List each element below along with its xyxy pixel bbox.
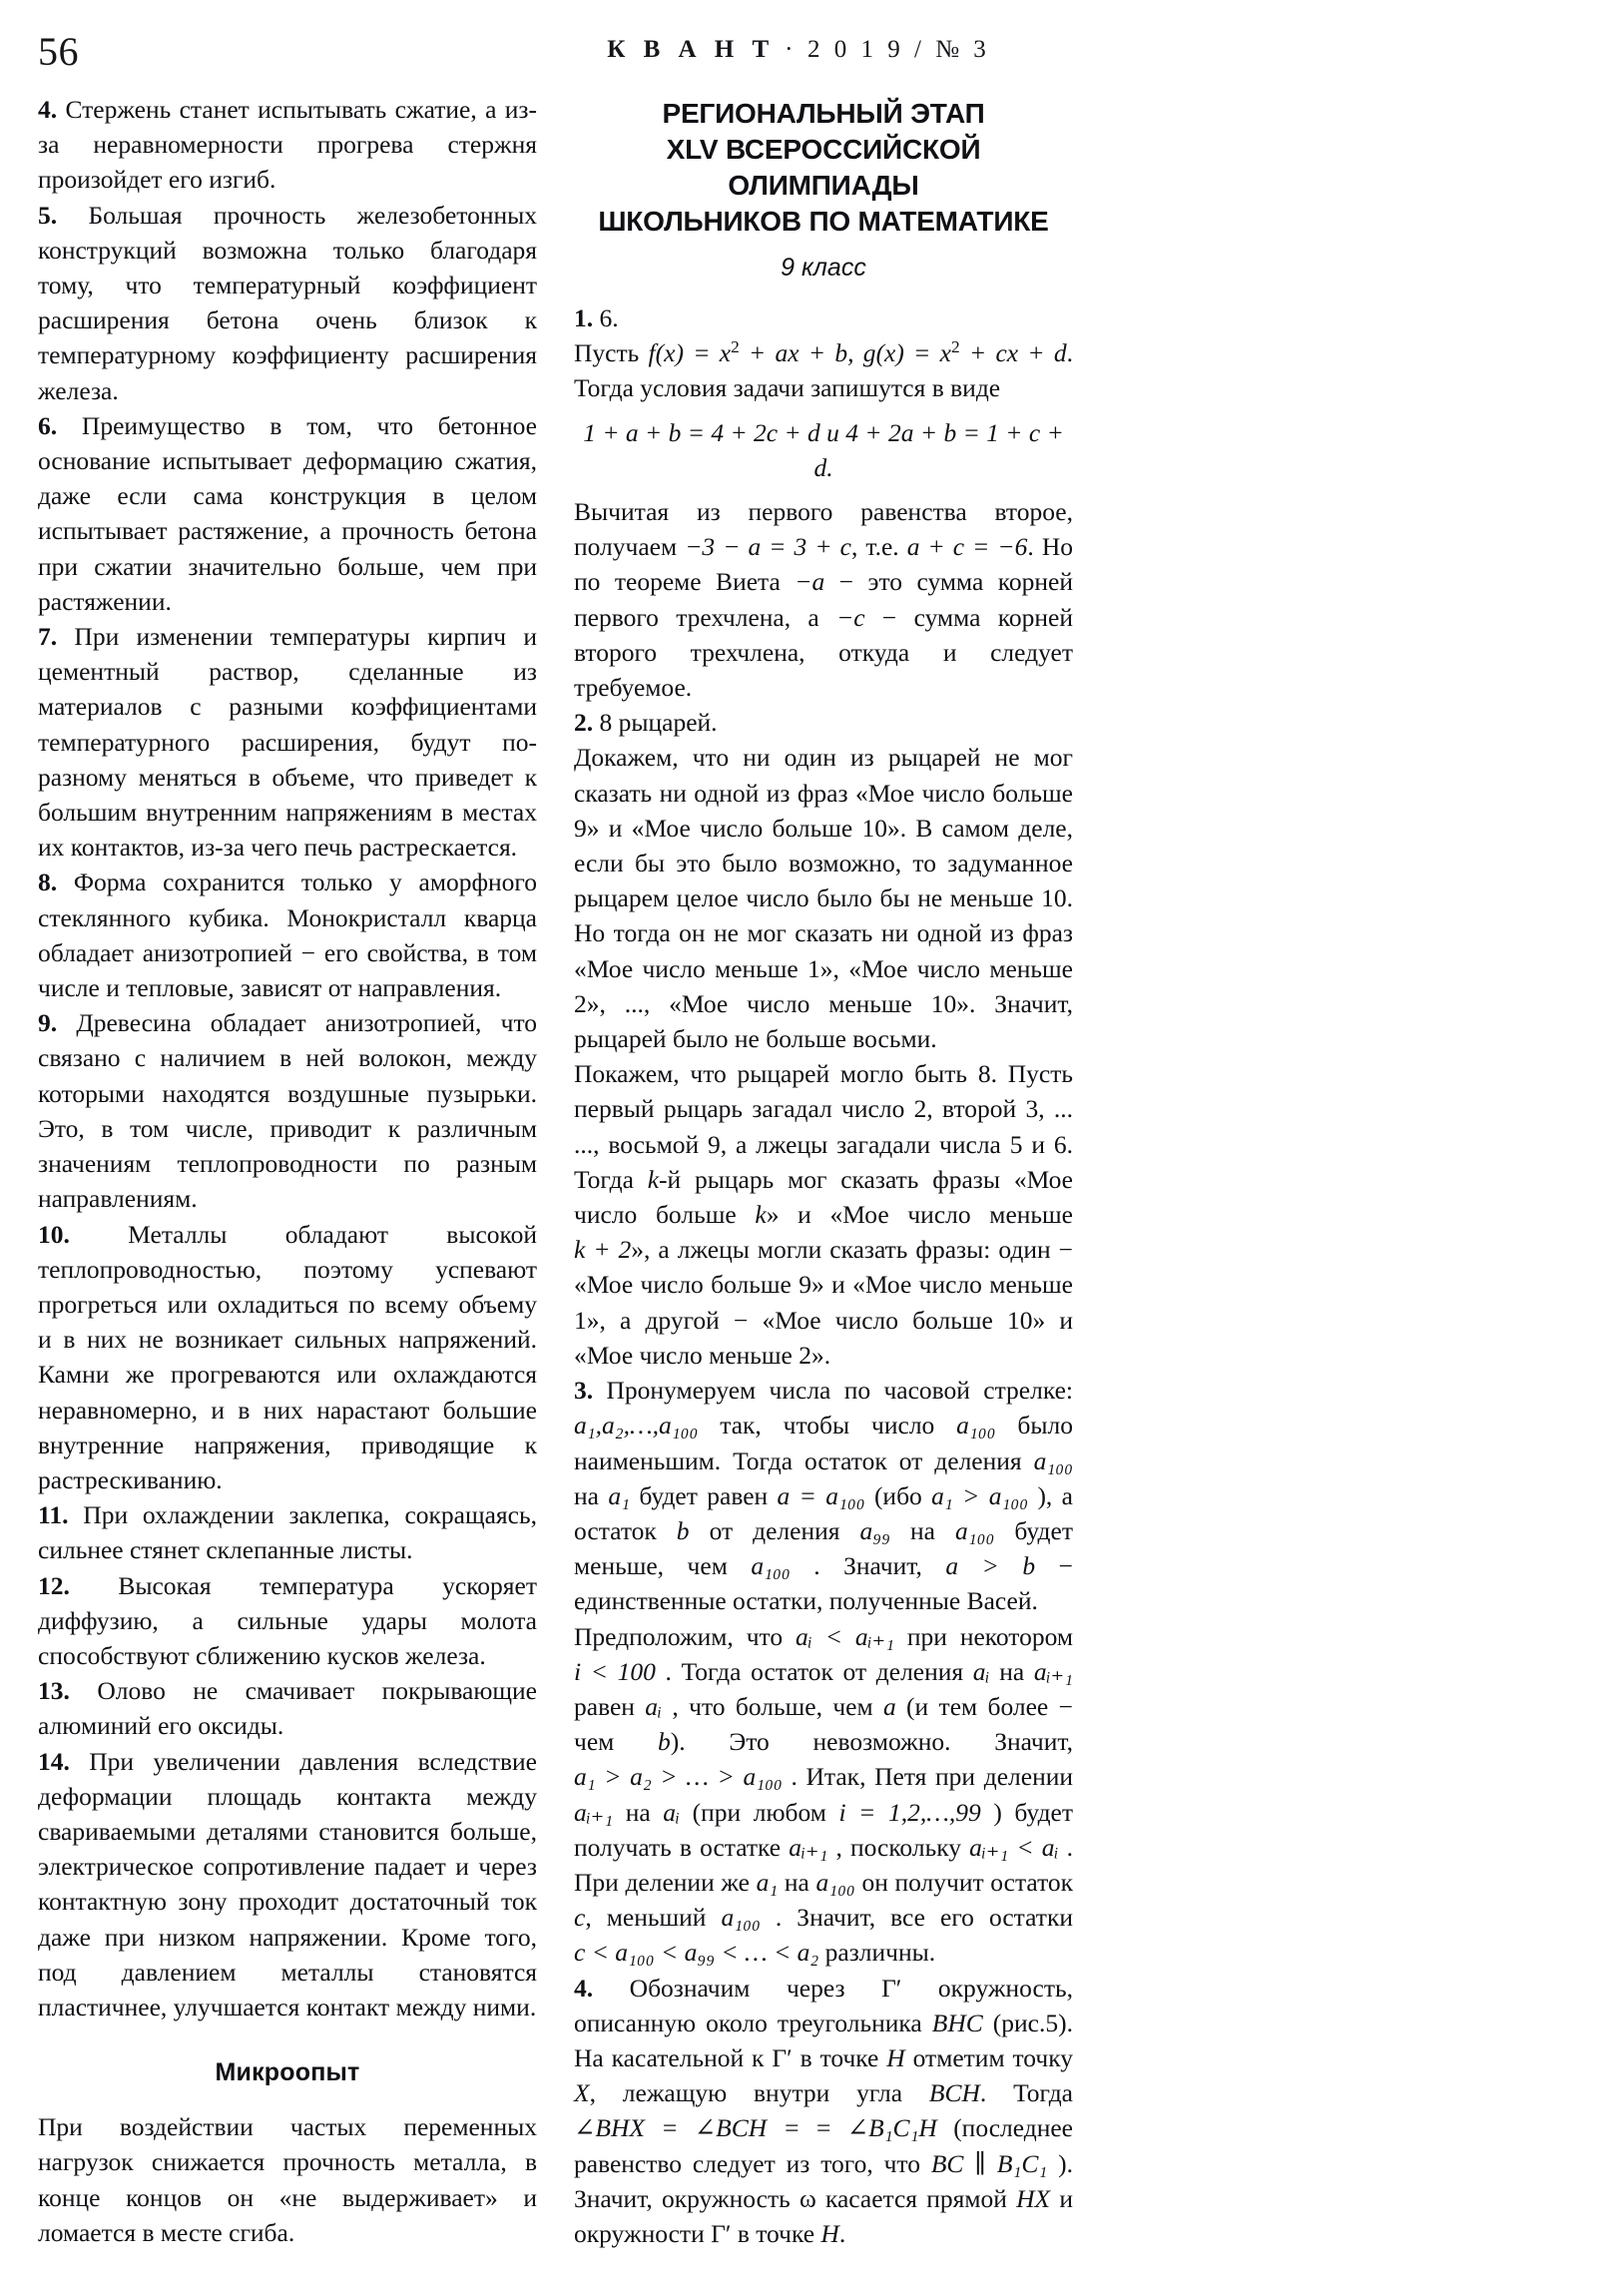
problem-answer: 8 рыцарей.: [599, 708, 718, 738]
p3-l: − единственные остатки, полученные Васей.: [574, 1551, 1073, 1616]
p2-k3: k + 2: [574, 1235, 632, 1265]
p1-mid2: + cx + d: [959, 338, 1067, 368]
p1-p2-b: , т.е.: [850, 532, 907, 562]
answer-text: При увеличении давления вследствие деформации площадь контакта между свариваемыми деталями становится больше, электрическое сопротивление падает и через контактную зону проходит достаточный ток даже при низком напряжении. Кроме того, под давлением металлы становятся пластичнее, улучшается контакт между ними.: [38, 1746, 537, 2021]
p3-ai1: aᵢ₊₁: [1033, 1656, 1073, 1686]
running-head-journal: К В А Н Т: [607, 36, 776, 63]
answer-text: Древесина обладает анизотропией, что связано с наличием в ней волокон, между которыми находятся воздушные пузырьки. Это, в том числе, приводит к различным значениям теплопроводности по разным направлениям.: [38, 1008, 538, 1214]
p3-irange: i = 1,2,…,99: [838, 1797, 981, 1827]
p4-b: окружность, описанную около треугольника: [574, 1973, 1073, 2037]
answer-text: Преимущество в том, что бетонное основание испытывает деформацию сжатия, даже если сама конструкция в целом испытывает растяжение, а прочность бетона при сжатии значительно больше, чем при растяжении.: [38, 410, 537, 616]
p2-k: k: [647, 1164, 660, 1194]
p3-d: на: [574, 1480, 609, 1510]
p3-f: (ибо: [864, 1480, 932, 1510]
problem-1-solution-intro: [574, 335, 1073, 405]
answer-number: 6.: [38, 410, 58, 440]
p4-bch: BCH: [928, 2078, 980, 2108]
p3-ineq4: i < 100: [574, 1656, 656, 1686]
p3-ineq1: a₁ > a₁₀₀: [931, 1480, 1029, 1510]
p3-b-2: b: [658, 1727, 671, 1757]
p4-gamma-1: Γ′: [881, 1973, 902, 2003]
p3-p2-r: . Значит, все его остатки: [760, 1903, 1073, 1933]
p1-sup2: 2: [950, 337, 960, 357]
problem-2-paragraph-1: Докажем, что ни один из рыцарей не мог сказать ни одной из фраз «Мое число больше 9» и «Мое число больше 10». В самом деле, если бы это было возможно, то задуманное рыцарем целое число было бы не меньше 10. Но тогда он не мог сказать ни одной из фраз «Мое число меньше 1», «Мое число меньше 2», ..., «Мое число меньше 10». Значит, рыцарей было не больше восьми.: [574, 743, 1073, 1054]
p3-a100-5: a₁₀₀: [815, 1867, 855, 1897]
problem-3-paragraph-1: [574, 1373, 1073, 1618]
p3-ineq3: aᵢ < aᵢ₊₁: [796, 1621, 894, 1651]
p1-p2-eq2: a + c = −6: [906, 532, 1028, 562]
p3-p2-d: на: [989, 1656, 1034, 1686]
page-body: [0, 92, 1597, 2278]
p3-ai1-3: aᵢ₊₁: [789, 1832, 828, 1862]
p4-gamma-3: Γ′: [711, 2218, 732, 2248]
p3-ai2: aᵢ: [645, 1691, 663, 1721]
p4-gamma-2: Γ′: [772, 2042, 793, 2072]
p4-l: и окружности: [574, 2183, 1074, 2248]
p2-k2: k: [755, 1200, 767, 1230]
p1-tail: . Тогда условия задачи запишутся в виде: [574, 338, 1073, 403]
problem-3-paragraph-2: [574, 1619, 1073, 1971]
p3-p2-l: ) будет получать в остатке: [574, 1797, 1074, 1862]
p3-a100-1: a₁₀₀: [956, 1411, 996, 1440]
answer-number: 5.: [38, 200, 58, 230]
p4-i: (последнее равенство следует из того, что: [574, 2113, 1073, 2178]
problem-answer: 6.: [599, 303, 619, 332]
answer-number: 4.: [38, 95, 58, 124]
microexperiment-heading: Микроопыт: [215, 2058, 360, 2087]
problem-number: 4.: [574, 1973, 594, 2003]
p3-p2-k: (при любом: [680, 1797, 839, 1827]
p3-p2-j: на: [613, 1797, 664, 1827]
p1-p2-d: − это сумма корней первого трехчлена, а: [574, 567, 1073, 632]
p3-e: будет равен: [629, 1480, 778, 1510]
p4-hx: HX: [1016, 2183, 1051, 2213]
p1-p2-eq3: −a: [795, 567, 825, 597]
answer-text: Олово не смачивает покрывающие алюминий его оксиды.: [38, 1676, 537, 1741]
p4-x-1: X: [574, 2078, 590, 2108]
answer-item: [38, 1005, 537, 1216]
p3-j: будет меньше, чем: [574, 1515, 1073, 1581]
answer-text: При изменении температуры кирпич и цементный раствор, сделанные из материалов с разными коэффициентами температурного расширения, будут по-разному меняться в объеме, что приведет к большим внутренним напряжениям в местах их контактов, из-за чего печь растрескается.: [38, 622, 537, 862]
p3-i: на: [890, 1515, 956, 1545]
p4-d: в точке: [792, 2042, 887, 2072]
answer-text: Стержень станет испытывать сжатие, а из-за неравномерности прогрева стержня произойдет его изгиб.: [38, 95, 537, 195]
p3-p2-f: , что больше, чем: [662, 1691, 883, 1721]
answer-number: 8.: [38, 867, 58, 897]
answer-text: Высокая температура ускоряет диффузию, а сильные удары молота способствуют сближению кусков железа.: [38, 1570, 537, 1670]
answer-text: Форма сохранится только у аморфного стеклянного кубика. Монокристалл кварца обладает анизотропией − его свойства, в том числе и тепловые, зависят от направления.: [38, 867, 537, 1003]
answer-number: 7.: [38, 622, 58, 652]
p4-e: отметим точку: [904, 2042, 1073, 2072]
p2-c: » и «Мое число меньше: [766, 1200, 1073, 1230]
page-number: 56: [38, 29, 79, 74]
answer-text: Металлы обладают высокой теплопроводностью, поэтому успевают прогреться или охладиться по всему объему и в них не возникает сильных напряжений. Камни же прогреваются или охлаждаются неравномерно, и в них нарастают большие внутренние напряжения, приводящие к растрескиванию.: [38, 1219, 538, 1494]
p3-eq-a: a = a₁₀₀: [777, 1480, 865, 1510]
right-column: [574, 92, 1073, 2273]
running-head-separator: ·: [785, 36, 798, 63]
p3-a1-1: a₁: [608, 1480, 630, 1510]
answer-number: 10.: [38, 1219, 70, 1249]
problem-2-paragraph-2: [574, 1056, 1073, 1373]
answer-text: Большая прочность железобетонных конструкций возможна только благодаря тому, что температурный коэффициент расширения бетона очень близок к температурному коэффициенту расширения железа.: [38, 200, 537, 405]
p2-d: », а лжецы могли сказать фразы: один − «Мое число больше 9» и «Мое число меньше 1», а другой − «Мое число больше 10» и «Мое число меньше 2».: [574, 1235, 1073, 1370]
olympiad-title-line-3: ШКОЛЬНИКОВ ПО МАТЕМАТИКЕ: [598, 206, 1049, 237]
p4-omega: ω: [798, 2183, 816, 2213]
answer-item: [38, 619, 537, 864]
olympiad-title: [574, 96, 1073, 240]
problem-answer-line: [574, 705, 1073, 740]
p3-ineq5: aᵢ₊₁ < aᵢ: [969, 1832, 1059, 1862]
p3-p2-m: , поскольку: [827, 1832, 970, 1862]
p1-p2-c: . Но по теореме Виета: [574, 532, 1073, 597]
p1-fx: (x): [655, 338, 684, 368]
p3-a100-4: a₁₀₀: [751, 1551, 791, 1581]
p3-a1-2: a₁: [756, 1867, 779, 1897]
p4-bhc: BHC: [931, 2008, 983, 2037]
p3-k: . Значит,: [790, 1551, 946, 1581]
p1-mid1: + ax + b,: [739, 338, 854, 368]
p3-ai1-2: aᵢ₊₁: [574, 1797, 614, 1827]
p1-eq2: = x: [903, 338, 951, 368]
problem-1-solution-body: [574, 494, 1073, 705]
p3-p2-g: (и тем более − чем: [574, 1691, 1073, 1757]
p3-p2-o: на: [778, 1867, 816, 1897]
p3-b1: b: [676, 1515, 690, 1545]
p3-p2-p: он получит остаток: [854, 1867, 1074, 1897]
p1-p2-eq4: −c: [836, 602, 865, 632]
p3-h: от деления: [689, 1515, 860, 1545]
problem-number: 2.: [574, 708, 594, 738]
p3-a99: a₉₉: [859, 1515, 891, 1545]
p3-c: было наименьшим. Тогда остаток от деления: [574, 1411, 1073, 1475]
answer-item: [38, 1568, 537, 1674]
p4-h: =: [799, 2113, 847, 2143]
p3-b: так, чтобы число: [698, 1411, 957, 1440]
p1-sup1: 2: [731, 337, 740, 357]
p1-text-a: Пусть: [574, 338, 649, 368]
p3-chain2: c < a₁₀₀ < a₉₉ < … < a₂: [574, 1938, 819, 1968]
p3-p2-s: различны.: [818, 1938, 936, 1968]
problem-1-display-equation: 1 + a + b = 4 + 2c + d и 4 + 2a + b = 1 + c + d.: [583, 417, 1064, 482]
p1-p2-eq1: −3 − a = 3 + c: [685, 532, 851, 562]
p2-a: Покажем, что рыцарей могло быть 8. Пусть первый рыцарь загадал число 2, второй 3, ... ..., восьмой 9, а лжецы загадали числа 5 и 6. Тогда: [574, 1059, 1073, 1194]
p3-ineq2: a > b: [945, 1551, 1036, 1581]
p3-a-2: a: [882, 1691, 896, 1721]
answer-item: [38, 864, 537, 1005]
p3-a100-3: a₁₀₀: [955, 1515, 995, 1545]
p3-a100-2: a₁₀₀: [1033, 1445, 1073, 1475]
p3-p2-q: , меньший: [585, 1903, 722, 1933]
answer-item: [38, 198, 537, 408]
p1-eq1: = x: [683, 338, 732, 368]
answer-text: При охлаждении заклепка, сокращаясь, сильнее стянет склепанные листы.: [38, 1500, 537, 1565]
running-head: [0, 36, 1597, 64]
answer-number: 11.: [38, 1500, 69, 1530]
p3-p2-c: . Тогда остаток от деления: [655, 1656, 973, 1686]
p3-p2-a: Предположим, что: [574, 1621, 797, 1651]
answer-number: 14.: [38, 1746, 70, 1776]
p4-n: .: [838, 2218, 846, 2248]
p1-gx: (x): [875, 338, 904, 368]
p3-p2-b: при некотором: [893, 1621, 1074, 1651]
answer-item: [38, 1744, 537, 2025]
p1-g: g: [853, 338, 876, 368]
p1-p2-a: Вычитая из первого равенства второе, получаем: [574, 497, 1073, 562]
answer-number: 12.: [38, 1570, 70, 1600]
p4-a: Обозначим через: [629, 1973, 882, 2003]
p4-f: , лежащую внутри угла: [589, 2078, 929, 2108]
p4-parallel: BC ∥ B₁C₁: [930, 2148, 1048, 2178]
olympiad-title-line-2: XLV ВСЕРОССИЙСКОЙ ОЛИМПИАДЫ: [666, 134, 981, 201]
problem-number: 1.: [574, 303, 594, 332]
p4-h-1: H: [886, 2042, 905, 2072]
page-header: [0, 28, 1597, 80]
problem-number: 3.: [574, 1376, 594, 1406]
p3-c-1: c: [574, 1903, 586, 1933]
p4-j: ). Значит, окружность: [574, 2148, 1073, 2213]
answer-item: [38, 92, 537, 198]
answer-number: 9.: [38, 1008, 58, 1038]
p1-f: f: [648, 338, 656, 368]
p3-g: ), а остаток: [574, 1480, 1073, 1545]
p3-ai: aᵢ: [972, 1656, 990, 1686]
left-column: [38, 92, 537, 2273]
answer-item: [38, 1497, 537, 1567]
p3-a100-6: a₁₀₀: [721, 1903, 761, 1933]
p3-p2-h: ). Это невозможно. Значит,: [670, 1727, 1074, 1757]
answer-item: [38, 1673, 537, 1743]
olympiad-title-line-1: РЕГИОНАЛЬНЫЙ ЭТАП: [662, 98, 985, 129]
p4-g: . Тогда: [979, 2078, 1073, 2108]
p1-p2-e: − сумма корней второго трехчлена, откуда и следует требуемое.: [574, 602, 1073, 703]
answer-item: [38, 408, 537, 619]
microexperiment-text: При воздействии частых переменных нагрузок снижается прочность металла, в конце концов он «не выдерживает» и ломается в месте сгиба.: [38, 2112, 537, 2247]
p2-b: -й рыцарь мог сказать фразы «Мое число больше: [574, 1164, 1073, 1230]
p3-a: Пронумеруем числа по часовой стрелке:: [606, 1376, 1074, 1406]
answer-number: 13.: [38, 1676, 70, 1706]
p3-p2-i: . Итак, Петя при делении: [782, 1762, 1074, 1792]
problem-4-paragraph: [574, 1971, 1073, 2252]
p3-seq: a₁,a₂,…,a₁₀₀: [574, 1411, 699, 1440]
p4-c: (рис.5). На касательной к: [574, 2008, 1073, 2072]
p3-p2-e: равен: [574, 1691, 646, 1721]
p4-angle-1: ∠BHX = ∠BCH =: [574, 2113, 800, 2143]
p3-p2-n: . При делении же: [574, 1832, 1073, 1897]
p4-h-2: H: [820, 2218, 839, 2248]
p4-k: касается прямой: [815, 2183, 1017, 2213]
answer-item: [38, 1217, 537, 1498]
problem-answer-line: [574, 300, 1073, 335]
p3-ai-3: aᵢ: [663, 1797, 681, 1827]
p4-m: в точке: [731, 2218, 821, 2248]
p4-angle-2: ∠B₁C₁H: [846, 2113, 937, 2143]
running-head-issue: 2 0 1 9 / № 3: [807, 36, 990, 63]
p3-chain1: a₁ > a₂ > … > a₁₀₀: [574, 1762, 783, 1792]
olympiad-grade: 9 класс: [781, 254, 866, 282]
